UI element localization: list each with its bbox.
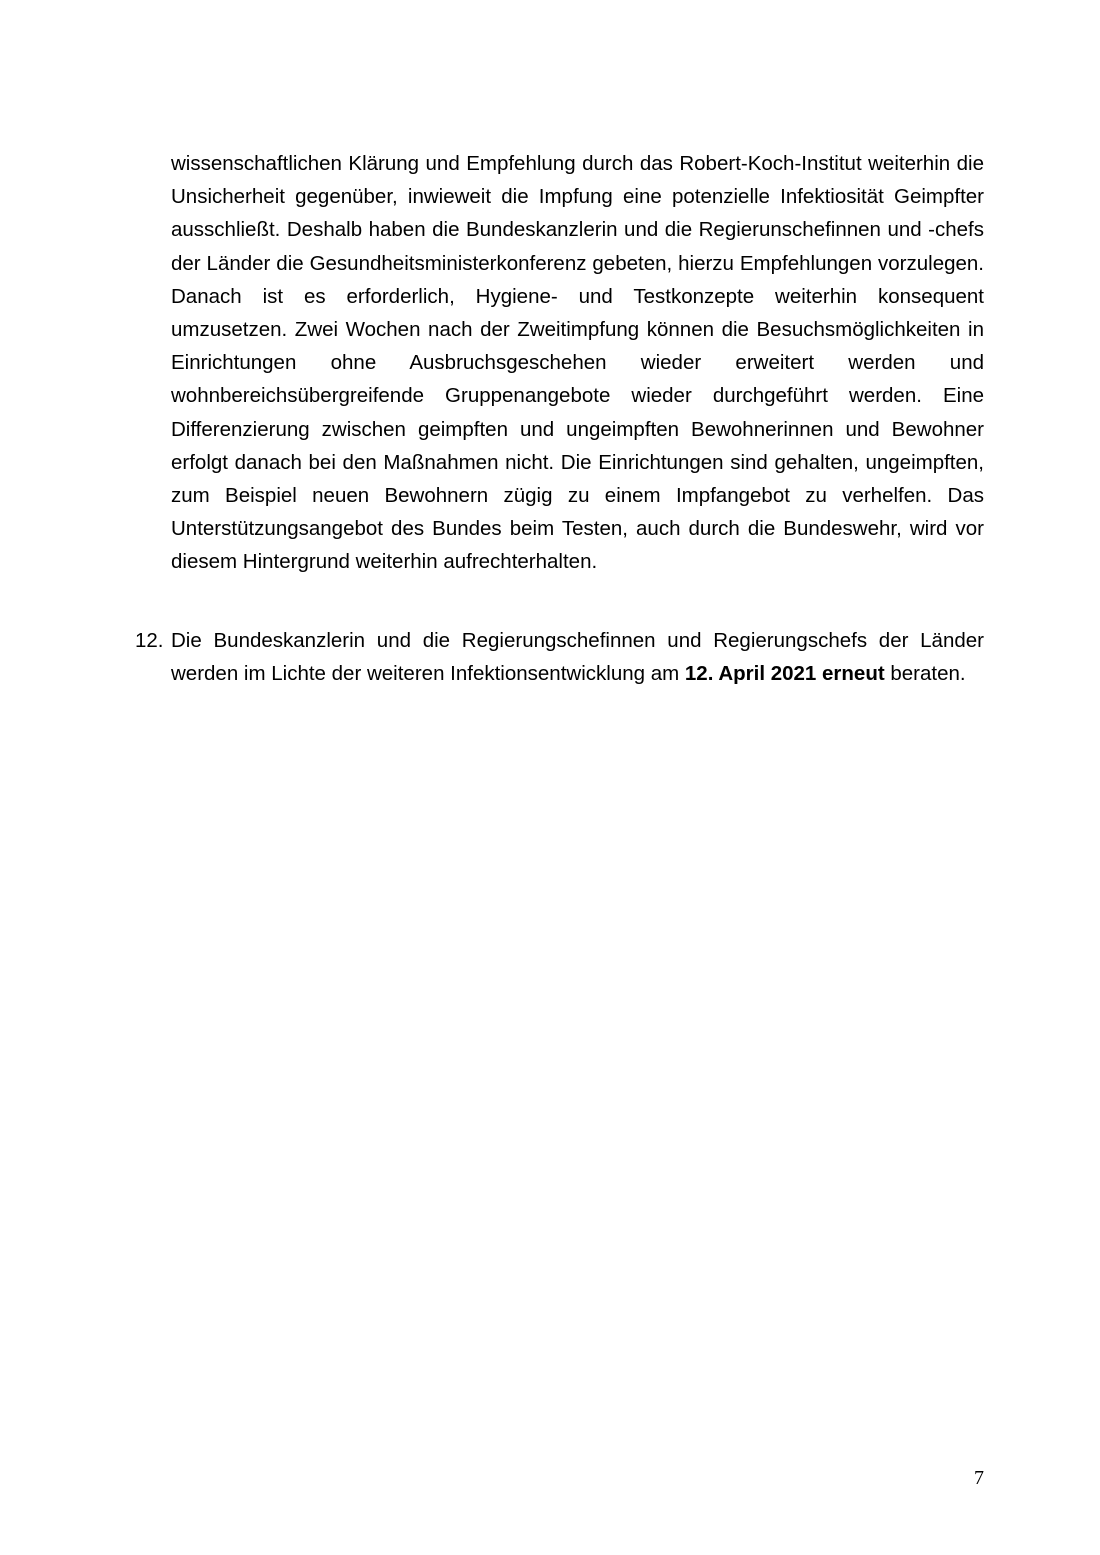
list-item-text-before: Die Bundeskanzlerin und die Regierungschefinnen und Regierungschefs der Länder werden im Lichte der weiteren Infektionsentwicklung am <box>171 629 984 686</box>
list-item-12 <box>135 624 984 690</box>
page-number: 7 <box>974 1467 984 1489</box>
list-item-number: 12. <box>135 629 164 652</box>
list-item-text-after: beraten. <box>884 662 966 686</box>
list-item-bold-date: 12. April 2021 erneut <box>684 662 885 686</box>
continuation-paragraph: wissenschaftlichen Klärung und Empfehlung durch das Robert-Koch-Institut weiterhin die Unsicherheit gegenüber, inwieweit die Impfung eine potenzielle Infektiosität Geimpfter ausschließt. Deshalb haben die Bundeskanzlerin und die Regierunschefinnen und -chefs der Länder die Gesundheitsministerkonferenz gebeten, hierzu Empfehlungen vorzulegen. Danach ist es erforderlich, Hygiene- und Testkonzepte weiterhin konsequent umzusetzen. Zwei Wochen nach der Zweitimpfung können die Besuchsmöglichkeiten in Einrichtungen ohne Ausbruchsgeschehen wieder erweitert werden und wohnbereichsübergreifende Gruppenangebote wieder durchgeführt werden. Eine Differenzierung zwischen geimpften und ungeimpften Bewohnerinnen und Bewohner erfolgt danach bei den Maßnahmen nicht. Die Einrichtungen sind gehalten, ungeimpften, zum Beispiel neuen Bewohnern zügig zu einem Impfangebot zu verhelfen. Das Unterstützungsangebot des Bundes beim Testen, auch durch die Bundeswehr, wird vor diesem Hintergrund weiterhin aufrechterhalten. <box>171 152 984 574</box>
